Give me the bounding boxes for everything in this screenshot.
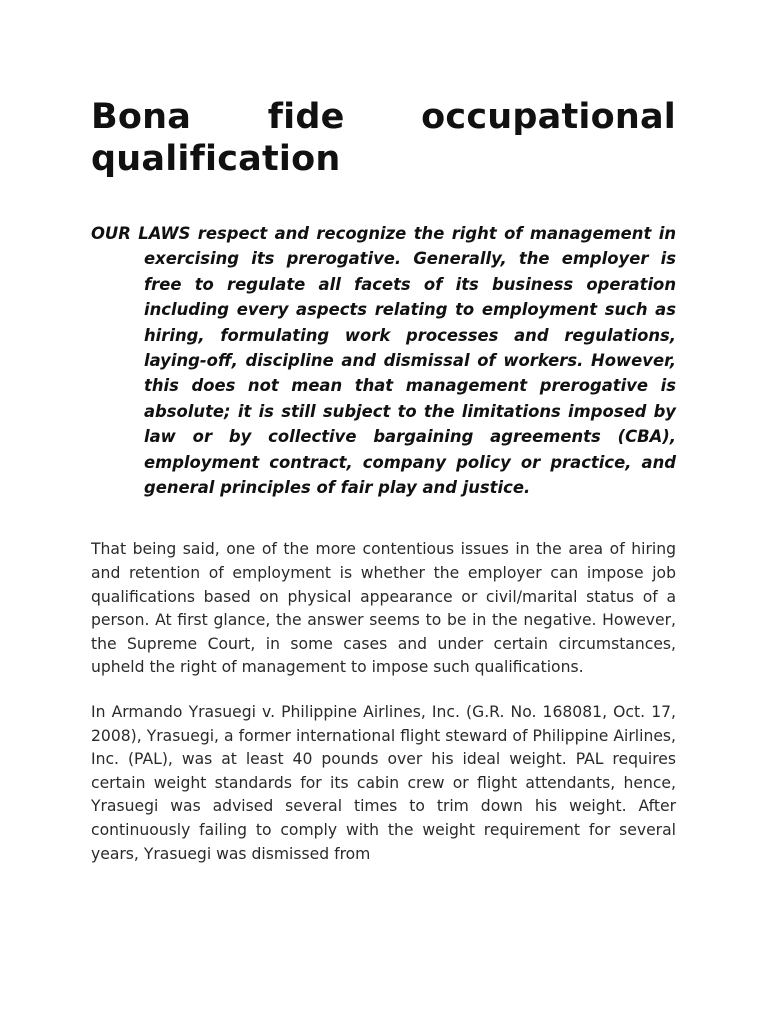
document-page xyxy=(91,96,676,866)
body-paragraph: In Armando Yrasuegi v. Philippine Airlines, Inc. (G.R. No. 168081, Oct. 17, 2008), Yrasuegi, a former international flight steward of Philippine Airlines, Inc. (PAL), was at least 40 pounds over his ideal weight. PAL requires certain weight standards for its cabin crew or flight attendants, hence, Yrasuegi was advised several times to trim down his weight. After continuously failing to comply with the weight requirement for several years, Yrasuegi was dismissed from xyxy=(91,703,676,863)
lead-paragraph: OUR LAWS respect and recognize the right of management in exercising its prerogative. Generally, the employer is free to regulate all facets of its business operation including every aspects relating to employment such as hiring, formulating work processes and regulations, laying-off, discipline and dismissal of workers. However, this does not mean that management prerogative is absolute; it is still subject to the limitations imposed by law or by collective bargaining agreements (CBA), employment contract, company policy or practice, and general principles of fair play and justice. xyxy=(91,224,676,498)
document-title: Bona fide occupational qualification xyxy=(91,97,676,179)
body-paragraph: That being said, one of the more contentious issues in the area of hiring and retention of employment is whether the employer can impose job qualifications based on physical appearance or civil/marital status of a person. At first glance, the answer seems to be in the negative. However, the Supreme Court, in some cases and under certain circumstances, upheld the right of management to impose such qualifications. xyxy=(91,540,676,677)
